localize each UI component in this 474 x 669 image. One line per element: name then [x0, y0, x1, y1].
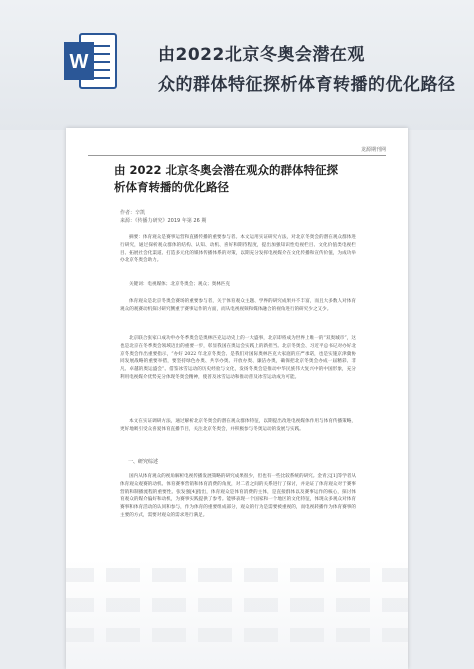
document-title-line-1: 由 2022 北京冬奥会潜在观众的群体特征探 — [114, 163, 339, 177]
page-title-line-1: 由2022北京冬奥会潜在观 — [158, 45, 365, 65]
page-title — [158, 40, 470, 100]
page-fade — [66, 559, 408, 669]
abstract-paragraph: 摘要：体育观众是赛事运营和直播传播的重要参与者。本文运用实证研究方法，对北京冬奥会的潜在观众群体进行研究，通过探析观众群体的结构、认知、动机、喜好和期待程度，提出加强知识性电视栏目、文化价值类电视栏目、拓展社会化渠道、打造多元化的媒体传播体系的对策，以期充分发挥电视媒介在文化传播和宣传价值，为成功举办北京冬奥会助力。 — [120, 235, 356, 264]
body-paragraph-2: 北京联合张家口成功申办冬季奥会是奥林匹克运动史上的一大盛事，北京即将成为世界上唯一的“双奥城市”，这也是北京在冬季奥会领域迈出的重要一步，彰显我国在奥运会实践上的新担当。北京冬奥会、习近平总书记对办好北京冬奥会作出重要指示，“办好 2022 年北京冬奥会、是我们对国际奥林匹克大家庭的庄严承诺，也是实施京津冀协同发展战略的重要举措，要坚持绿色办奥、共享办奥、开放办奥、廉洁办奥，确保把北京冬奥会办成一届精彩、非凡、卓越的奥运盛会”。借鉴冰雪运动的历史经验与文化，发扬冬奥会是推动中华民族伟大复兴中的中国形象，充分利用电视媒介优势充分体现冬奥会精神，使普及冰雪运动和推动普及冰雪运动成为可能。 — [120, 336, 356, 380]
body-paragraph-4: 国内从体育观众的视角解析电视传播发展策略的研究成果很少，但也有一些比较系统的研究。金青云[1]等学者从体育观众观赛的动机、体育赛事营销和体育消费的角度，对二者之间的关系进行了探讨，并论证了体育观众对于赛事营销和制播流程的重要性。张发强[4]指出，体育观众是体育消费的主体，是直接群体以及赛事运作的核心，探讨体育观众的媒介偏好和动机，为赛事实践提供了参考。能够表现一个国家和一个地区的文化特征，体现众多观众对体育赛事和体育活动的认同和参与，作为体育的重要组成部分，观众的行为是需要被重视的，而电视转播作为体育赛事的主要的方式，需要对观众的需求进行满足。 — [120, 474, 357, 518]
body-paragraph-3: 本文在实证调研方法，通过解析北京冬奥会的潜在观众群体特征，以期提出改进电视媒体作用与体育传播策略，更好地吸引受众喜爱体育直播节目，关注北京冬奥会，并积极参与冬奥运动的发展与实践。 — [120, 419, 356, 432]
keywords-line: 关键词：电视媒体；北京冬奥会；观众；奥林匹克 — [129, 282, 231, 287]
section-heading: 一、研究综述 — [128, 459, 159, 465]
body-paragraph-1: 体育观众是北京冬奥会赛场的重要参与者，关于体育观众主题、学界的研究成果并不丰富，而且大多数人对体育观众的观赛动机探讨研究侧重于赛事运作的方面，而从电视视频和媒体融合的视角进行的研究少之又少。 — [120, 299, 356, 312]
word-icon-letter: W — [69, 51, 89, 73]
journal-name: 龙源期刊网 — [360, 147, 386, 153]
page-title-line-2: 众的群体特征探析体育转播的优化路径 — [158, 75, 456, 95]
document-page — [66, 128, 408, 669]
word-document-icon — [64, 30, 118, 92]
document-title-line-2: 析体育转播的优化路径 — [114, 180, 229, 194]
document-title — [114, 162, 384, 196]
header-rule — [88, 155, 386, 156]
document-author: 作者：辛凯 — [120, 210, 146, 216]
document-source: 来源：《传播力研究》2019 年第 26 期 — [120, 218, 207, 224]
